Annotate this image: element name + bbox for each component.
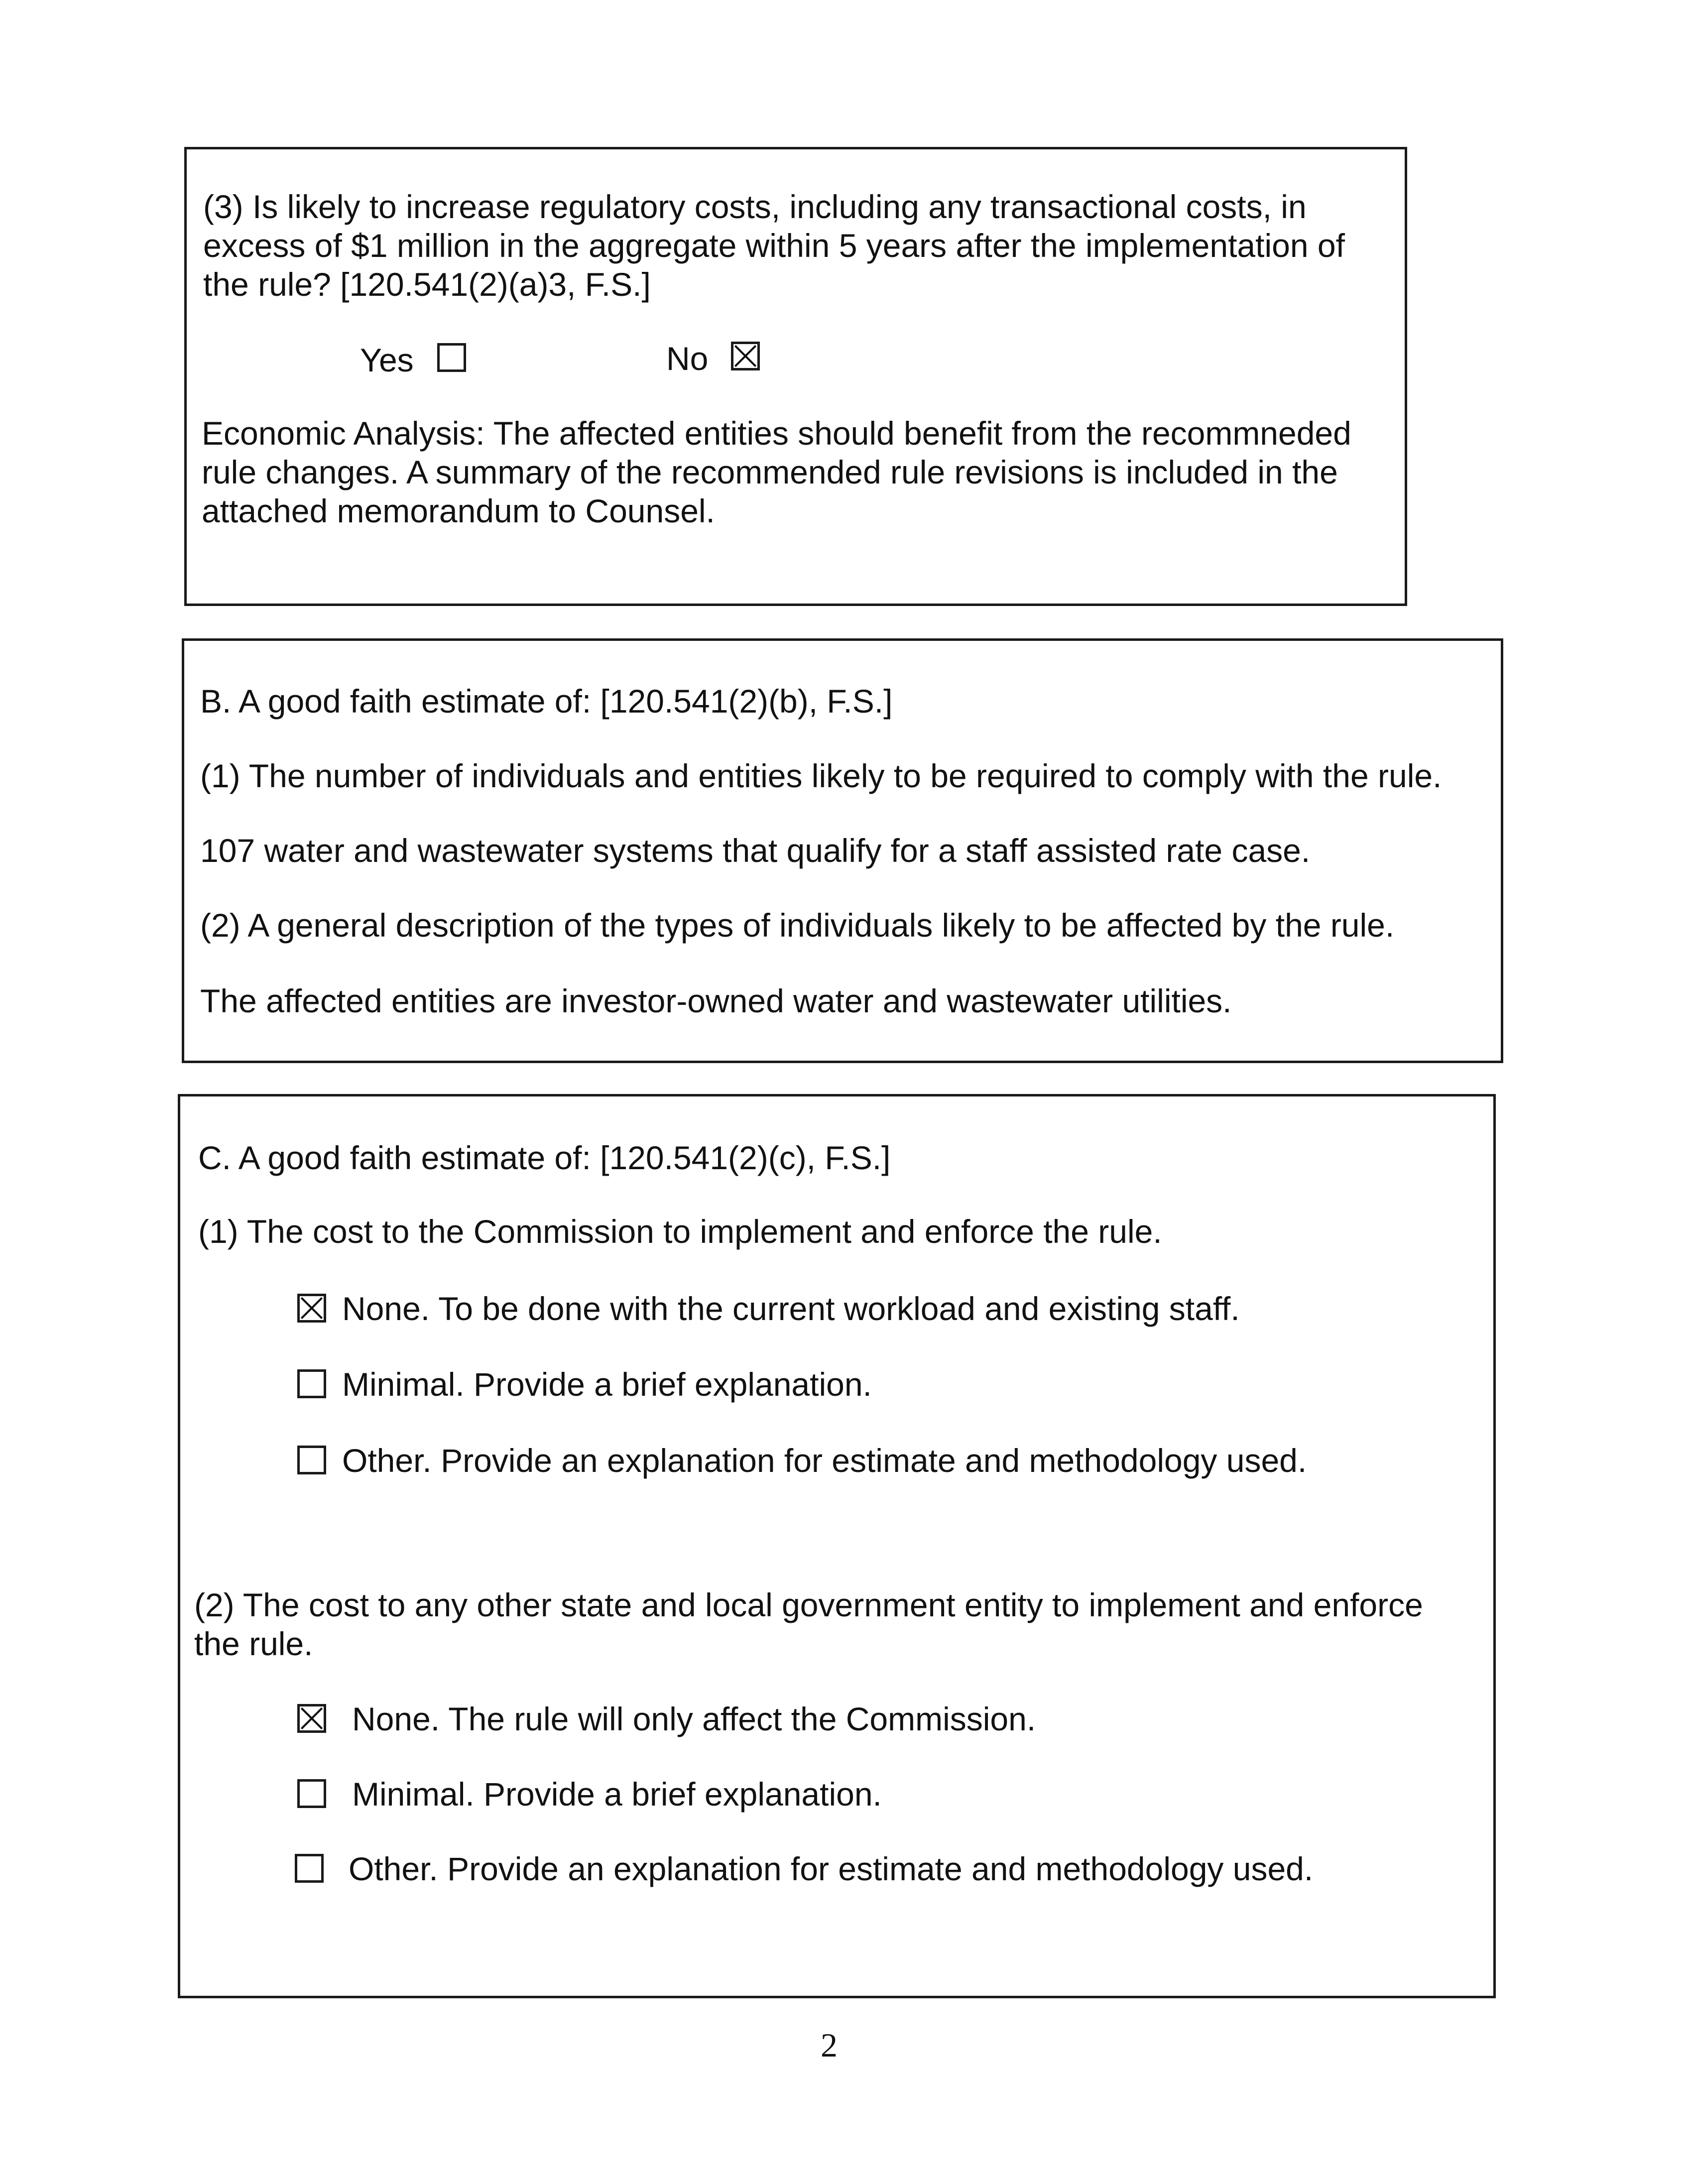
c-question-2-line-1: (2) The cost to any other state and local government entity to implement and enforce: [194, 1586, 1423, 1623]
c-heading: C. A good faith estimate of: [120.541(2)(c), F.S.]: [198, 1139, 891, 1176]
c-question-1: (1) The cost to the Commission to implement and enforce the rule.: [198, 1213, 1162, 1250]
page-number: 2: [821, 2026, 838, 2064]
yes-checkbox[interactable]: [437, 343, 466, 372]
a3-analysis-line-3: attached memorandum to Counsel.: [202, 492, 715, 529]
yes-label: Yes: [360, 342, 414, 378]
c1-none-checkbox[interactable]: [297, 1294, 326, 1323]
c1-minimal-label: Minimal. Provide a brief explanation.: [342, 1366, 872, 1403]
checkbox-x-icon: [300, 1296, 324, 1320]
b-answer-1: 107 water and wastewater systems that qualify for a staff assisted rate case.: [200, 832, 1311, 869]
a3-question-line-2: excess of $1 million in the aggregate within 5 years after the implementation of: [203, 227, 1345, 264]
c1-none-label: None. To be done with the current workload and existing staff.: [342, 1290, 1240, 1327]
checkbox-x-icon: [733, 344, 757, 368]
checkbox-x-icon: [300, 1706, 324, 1730]
c-question-2-line-2: the rule.: [194, 1625, 313, 1662]
a3-question-line-1: (3) Is likely to increase regulatory costs, including any transactional costs, in: [203, 188, 1307, 225]
c2-minimal-checkbox[interactable]: [297, 1779, 326, 1808]
b-heading: B. A good faith estimate of: [120.541(2)(b), F.S.]: [200, 683, 893, 720]
b-question-2: (2) A general description of the types of individuals likely to be affected by the rule.: [200, 907, 1395, 944]
b-answer-2: The affected entities are investor-owned water and wastewater utilities.: [200, 982, 1232, 1019]
c2-minimal-label: Minimal. Provide a brief explanation.: [352, 1776, 882, 1813]
c2-none-checkbox[interactable]: [297, 1704, 326, 1733]
c1-other-checkbox[interactable]: [297, 1446, 326, 1474]
a3-analysis-line-2: rule changes. A summary of the recommended rule revisions is included in the: [202, 454, 1338, 490]
b-question-1: (1) The number of individuals and entities likely to be required to comply with the rule.: [200, 757, 1442, 794]
a3-question-line-3: the rule? [120.541(2)(a)3, F.S.]: [203, 266, 651, 303]
c2-other-label: Other. Provide an explanation for estimate and methodology used.: [349, 1850, 1314, 1887]
a3-analysis-line-1: Economic Analysis: The affected entities should benefit from the recommneded: [202, 415, 1351, 452]
c1-other-label: Other. Provide an explanation for estimate and methodology used.: [342, 1442, 1307, 1479]
c1-minimal-checkbox[interactable]: [297, 1369, 326, 1398]
no-checkbox[interactable]: [731, 342, 760, 370]
no-label: No: [666, 340, 709, 377]
c2-none-label: None. The rule will only affect the Commission.: [352, 1700, 1036, 1737]
c2-other-checkbox[interactable]: [295, 1854, 324, 1883]
